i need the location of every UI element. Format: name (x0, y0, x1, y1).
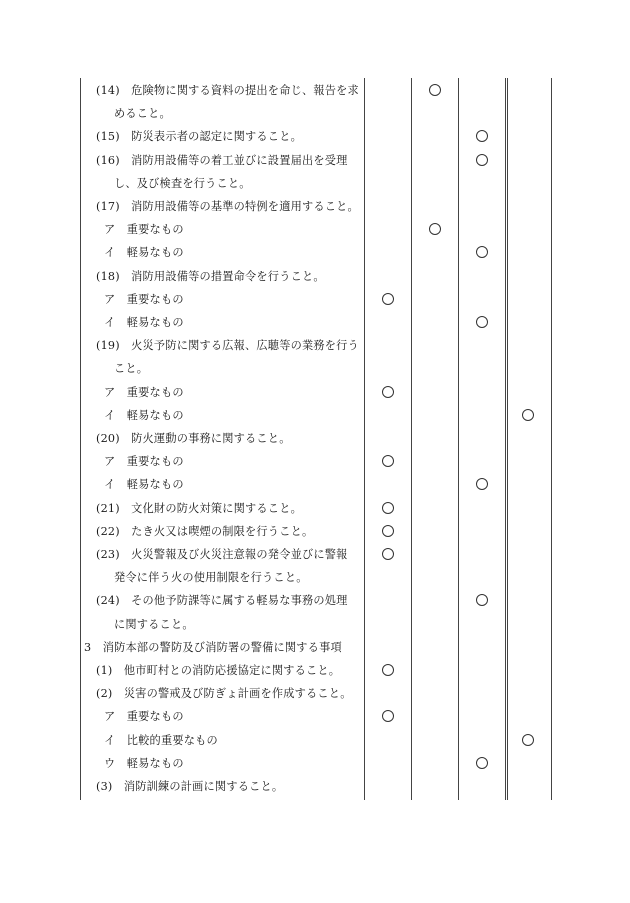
table-row (0, 218, 630, 241)
row-text: に関すること。 (114, 617, 194, 631)
table-row (0, 566, 630, 589)
circle-mark-icon (476, 130, 488, 142)
circle-mark-icon (382, 502, 394, 514)
circle-mark-icon (522, 409, 534, 421)
row-text: 発令に伴う火の使用制限を行うこと。 (114, 571, 308, 585)
table-row (0, 497, 630, 520)
table-row (0, 334, 630, 357)
row-text: ア 重要なもの (104, 223, 184, 237)
row-text: こと。 (114, 362, 149, 376)
table-row (0, 450, 630, 473)
table-row (0, 589, 630, 612)
row-text: (22) たき火又は喫煙の制限を行うこと。 (96, 524, 314, 538)
row-text: (16) 消防用設備等の着工並びに設置届出を受理 (96, 153, 348, 167)
table-row (0, 636, 630, 659)
circle-mark-icon (382, 293, 394, 305)
row-text: ア 重要なもの (104, 292, 184, 306)
row-text: (18) 消防用設備等の措置命令を行うこと。 (96, 269, 325, 283)
row-text: (23) 火災警報及び火災注意報の発令並びに警報 (96, 548, 348, 561)
table-row (0, 659, 630, 682)
table-row (0, 520, 630, 543)
circle-mark-icon (429, 84, 441, 96)
row-text: (3) 消防訓練の計画に関すること。 (96, 780, 284, 793)
row-text: (17) 消防用設備等の基準の特例を適用すること。 (96, 200, 359, 213)
circle-mark-icon (522, 734, 534, 746)
row-text: ア 重要なもの (104, 385, 184, 399)
row-text: (20) 防火運動の事務に関すること。 (96, 432, 291, 445)
table-row (0, 102, 630, 125)
table-row (0, 729, 630, 752)
table-row (0, 311, 630, 334)
row-text: (15) 防災表示者の認定に関すること。 (96, 130, 302, 144)
row-text: イ 軽易なもの (104, 246, 184, 260)
table-row (0, 775, 630, 798)
table-row (0, 381, 630, 404)
table-row (0, 265, 630, 288)
table-row (0, 543, 630, 566)
row-text: ア 重要なもの (104, 710, 184, 724)
circle-mark-icon (382, 548, 394, 560)
table-row (0, 427, 630, 450)
circle-mark-icon (476, 316, 488, 328)
table-row (0, 195, 630, 218)
row-text: 3 消防本部の警防及び消防署の警備に関する事項 (84, 640, 342, 654)
circle-mark-icon (476, 594, 488, 606)
circle-mark-icon (382, 386, 394, 398)
circle-mark-icon (476, 154, 488, 166)
row-text: ウ 軽易なもの (104, 756, 184, 770)
row-text: ア 重要なもの (104, 455, 184, 469)
circle-mark-icon (382, 664, 394, 676)
table-row (0, 125, 630, 148)
row-text: イ 軽易なもの (104, 478, 184, 492)
row-text: (2) 災害の警戒及び防ぎょ計画を作成すること。 (96, 687, 352, 701)
circle-mark-icon (476, 757, 488, 769)
circle-mark-icon (382, 525, 394, 537)
row-text: めること。 (114, 107, 171, 121)
circle-mark-icon (429, 223, 441, 235)
row-text: (19) 火災予防に関する広報、広聴等の業務を行う (96, 339, 359, 353)
table-row (0, 682, 630, 705)
row-text: イ 軽易なもの (104, 316, 184, 329)
row-text: し、及び検査を行うこと。 (114, 176, 251, 190)
circle-mark-icon (476, 246, 488, 258)
row-text: (1) 他市町村との消防応援協定に関すること。 (96, 664, 341, 677)
table-row (0, 752, 630, 775)
table-row (0, 705, 630, 728)
row-text: (14) 危険物に関する資料の提出を命じ、報告を求 (96, 84, 359, 97)
table-row (0, 172, 630, 195)
circle-mark-icon (476, 478, 488, 490)
table-row (0, 613, 630, 636)
table-row (0, 149, 630, 172)
table-row (0, 79, 630, 102)
row-text: (21) 文化財の防火対策に関すること。 (96, 501, 302, 515)
table-row (0, 404, 630, 427)
table-row (0, 288, 630, 311)
row-text: イ 軽易なもの (104, 408, 184, 422)
row-text: イ 比較的重要なもの (104, 733, 218, 747)
circle-mark-icon (382, 455, 394, 467)
row-text: (24) その他予防課等に属する軽易な事務の処理 (96, 594, 348, 608)
table-row (0, 357, 630, 380)
circle-mark-icon (382, 710, 394, 722)
table-row (0, 473, 630, 496)
table-row (0, 241, 630, 264)
